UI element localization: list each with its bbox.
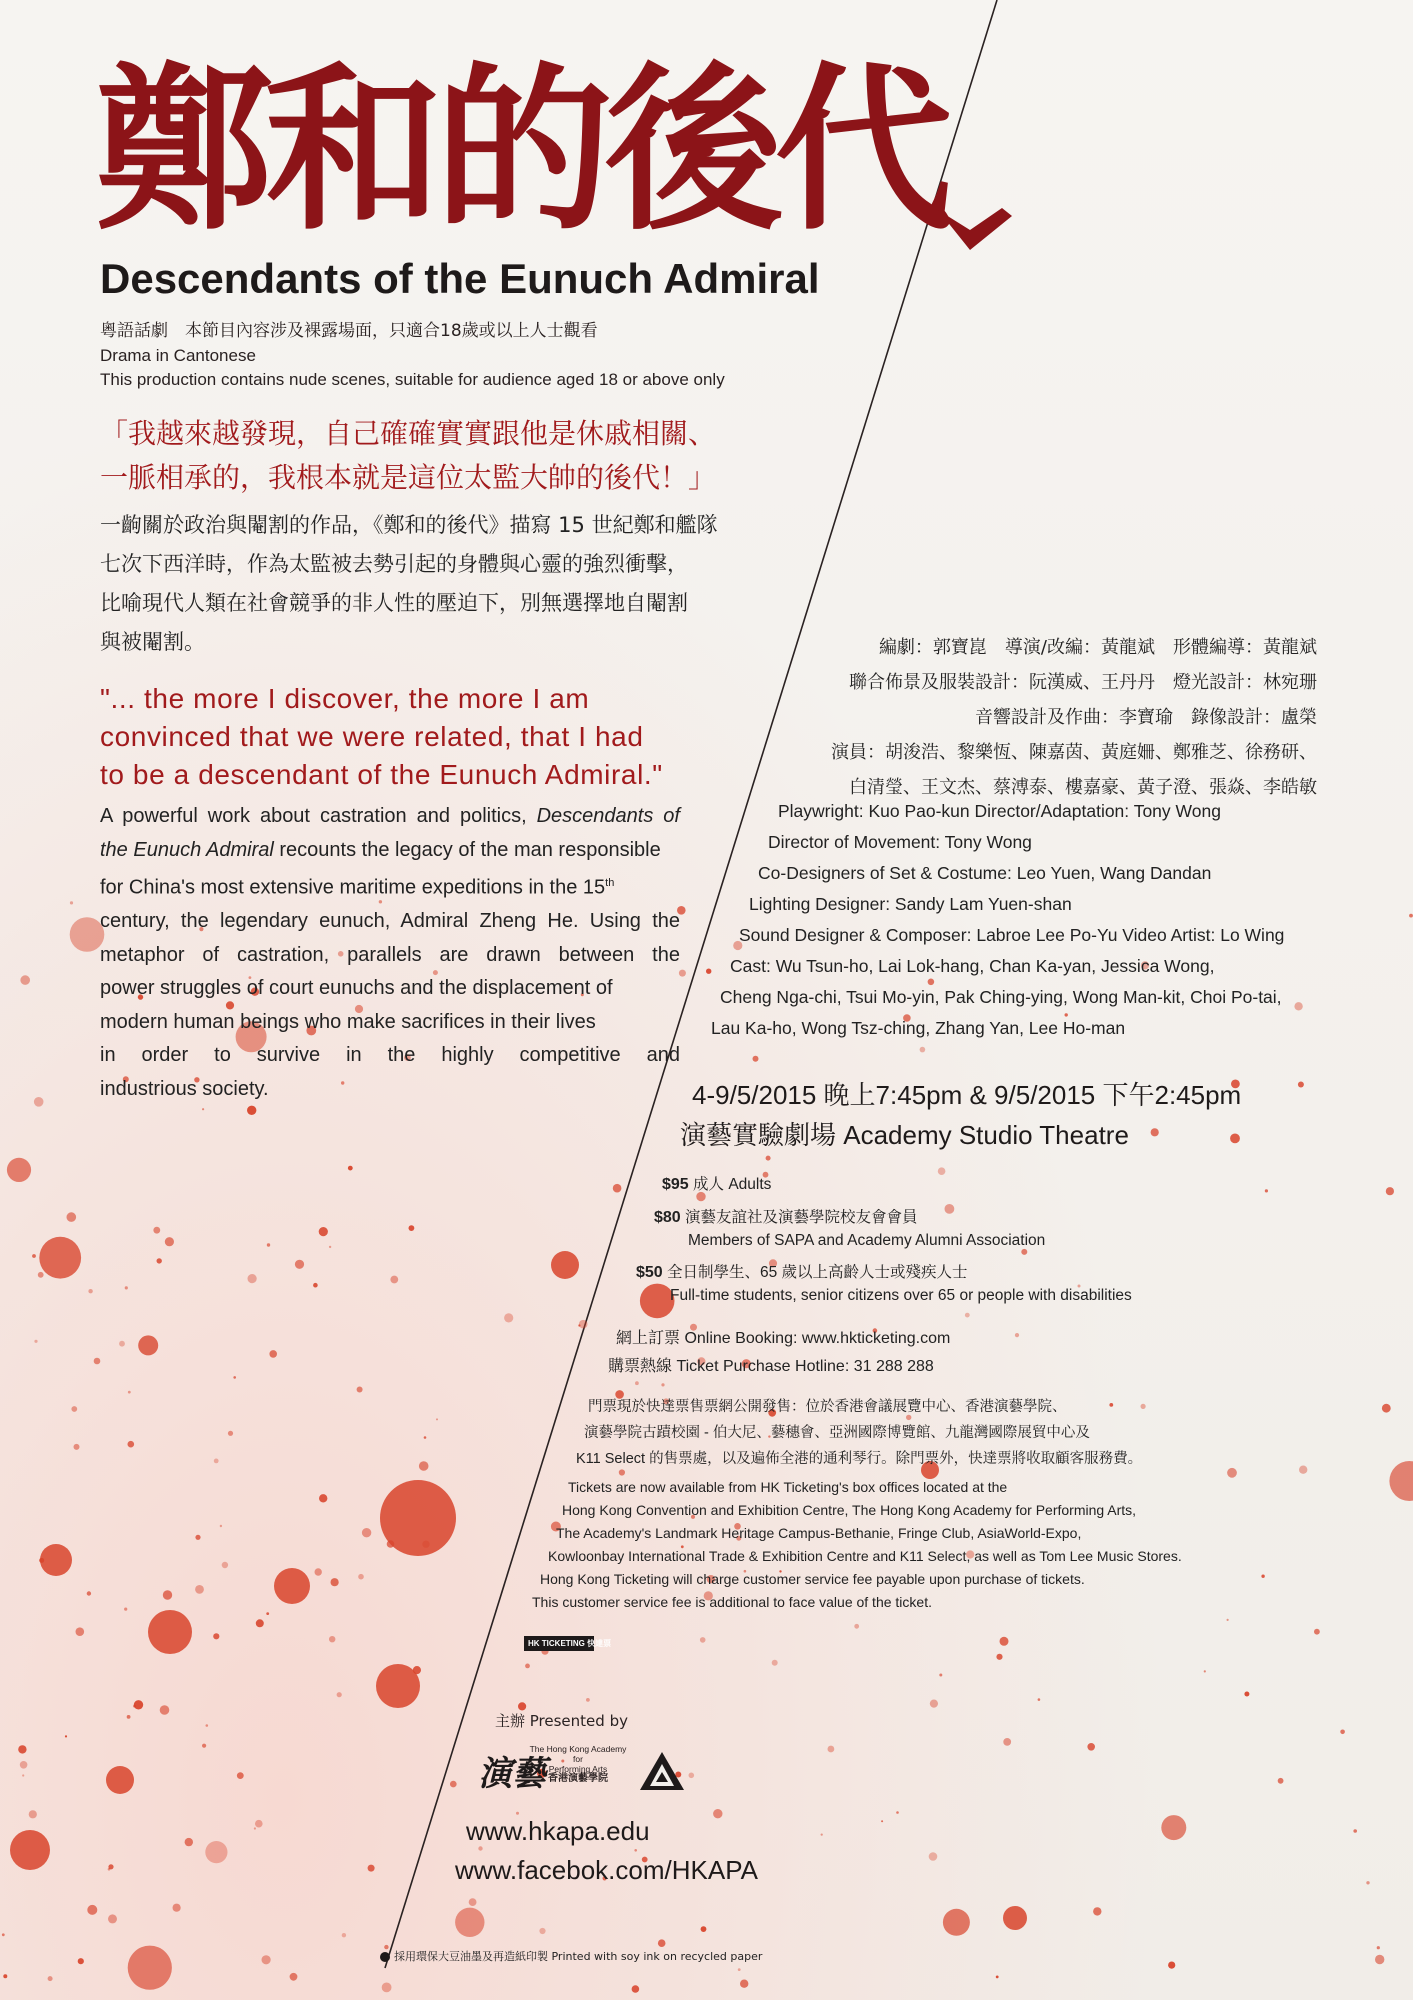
- paint-drop: [368, 1865, 375, 1872]
- paint-drop: [71, 1406, 77, 1412]
- credit-line-en: Lighting Designer: Sandy Lam Yuen-shan: [749, 894, 1072, 914]
- price-members: $80 演藝友誼社及演藝學院校友會會員: [654, 1209, 918, 1226]
- credit-line-en: Lau Ka-ho, Wong Tsz-ching, Zhang Yan, Lee Ho-man: [711, 1018, 1126, 1038]
- paint-drop: [329, 1246, 331, 1248]
- paint-drop: [1003, 1738, 1011, 1746]
- paint-drop: [195, 1535, 200, 1540]
- paint-drop: [380, 1480, 456, 1556]
- description-english-line: power struggles of court eunuchs and the displacement of: [100, 977, 613, 1000]
- paint-drop: [213, 1633, 219, 1639]
- paint-drop: [738, 1968, 741, 1971]
- paint-drop: [222, 1562, 228, 1568]
- description-english-line: century, the legendary eunuch, Admiral Zheng He. Using the: [100, 910, 680, 933]
- hk-ticketing-logo: HK TICKETING 快達票: [524, 1636, 594, 1660]
- paint-drop: [469, 1898, 477, 1906]
- recycle-icon: [380, 1952, 390, 1962]
- paint-drop: [1109, 1403, 1113, 1407]
- hkapa-script-mark: 演藝: [478, 1754, 546, 1794]
- online-booking: 網上訂票 Online Booking: www.hkticketing.com: [616, 1330, 951, 1347]
- paint-drop: [1015, 1333, 1019, 1337]
- credit-line-zh: 編劇：郭寶崑 導演/改編：黃龍斌 形體編導：黃龍斌: [878, 637, 1317, 658]
- paint-drop: [290, 1973, 298, 1981]
- paint-drop: [247, 1106, 256, 1115]
- performance-dates: 4-9/5/2015 晚上7:45pm & 9/5/2015 下午2:45pm: [692, 1080, 1242, 1110]
- description-english-line: the Eunuch Admiral recounts the legacy of the man responsible: [100, 838, 661, 861]
- paint-drop: [128, 1946, 172, 1990]
- paint-drop: [220, 1525, 222, 1527]
- presented-by: 主辦 Presented by: [495, 1712, 628, 1730]
- website-link[interactable]: www.hkapa.edu: [466, 1816, 650, 1846]
- paint-drop: [337, 1692, 342, 1697]
- paint-drop: [619, 1469, 625, 1475]
- paint-drop: [706, 969, 711, 974]
- description-chinese-line: 比喻現代人類在社會競爭的非人性的壓迫下，別無選擇地自閹割: [100, 591, 688, 615]
- advisory-chinese: 粵語話劇 本節目內容涉及裸露場面，只適合18歲或以上人士觀看: [100, 321, 598, 341]
- paint-drop: [1168, 1962, 1175, 1969]
- credit-line-zh: 聯合佈景及服裝設計：阮漢威、王丹丹 燈光設計：林宛珊: [849, 672, 1317, 693]
- quote-english-line: convinced that we were related, that I had: [100, 721, 644, 752]
- paint-drop: [382, 1983, 392, 1993]
- paint-drop: [342, 1933, 346, 1937]
- description-chinese-line: 與被閹割。: [100, 630, 205, 654]
- paint-drop: [18, 1745, 26, 1753]
- paint-drop: [424, 1436, 427, 1439]
- paint-drop: [1278, 1778, 1284, 1784]
- paint-drop: [94, 1358, 101, 1365]
- paint-drop: [266, 1612, 269, 1615]
- paint-drop: [635, 1381, 639, 1385]
- box-office-zh-line: 演藝學院古蹟校園 - 伯大尼、藝穗會、亞洲國際博覽館、九龍灣國際展貿中心及: [584, 1425, 1090, 1441]
- paint-drop: [319, 1227, 328, 1236]
- paint-drop: [76, 1627, 85, 1636]
- paint-drop: [165, 1237, 174, 1246]
- paint-drop: [1000, 1637, 1009, 1646]
- description-english-line: for China's most extensive maritime expeditions in the 15th: [100, 876, 615, 899]
- title-chinese: 鄭和的後代: [95, 47, 945, 254]
- paint-drop: [128, 1391, 131, 1394]
- paint-drop: [39, 1237, 81, 1279]
- paint-drop: [87, 1905, 97, 1915]
- credits-chinese: [831, 630, 1317, 805]
- paint-drop: [87, 1591, 91, 1595]
- box-office-zh-line: K11 Select 的售票處，以及遍佈全港的通利琴行。除門票外，快達票將收取顧客服務費。: [576, 1451, 1143, 1467]
- advisory-english: This production contains nude scenes, suitable for audience aged 18 or above only: [100, 370, 725, 389]
- paint-drop: [1161, 1815, 1186, 1840]
- credit-line-zh: 音響設計及作曲：李寶瑜 錄像設計：盧榮: [975, 707, 1317, 728]
- paint-drop: [854, 1624, 859, 1629]
- ticket-hotline: 購票熱線 Ticket Purchase Hotline: 31 288 288: [608, 1358, 934, 1375]
- paint-drop: [1261, 1575, 1264, 1578]
- hkapa-logo: [478, 1740, 698, 1804]
- paint-drop: [295, 1260, 304, 1269]
- credit-line-en: Cast: Wu Tsun-ho, Lai Lok-hang, Chan Ka-yan, Jessica Wong,: [730, 956, 1215, 976]
- paint-drop: [1244, 1692, 1249, 1697]
- footer-note: 採用環保大豆油墨及再造紙印製 Printed with soy ink on recycled paper: [380, 1948, 762, 1964]
- paint-drop: [938, 1167, 946, 1175]
- quote-chinese-line: 「我越來越發現，自己確確實實跟他是休戚相關、: [100, 417, 717, 450]
- paint-drop: [237, 1772, 244, 1779]
- paint-drop: [88, 1289, 92, 1293]
- paint-drop: [1087, 1743, 1095, 1751]
- paint-drop: [153, 1227, 160, 1234]
- quote-chinese-line: 一脈相承的，我根本就是這位太監大帥的後代！」: [100, 461, 717, 494]
- paint-drop: [455, 1908, 484, 1937]
- paint-drop: [315, 1568, 322, 1575]
- paint-drop: [125, 1286, 128, 1289]
- paint-drop: [127, 1715, 131, 1719]
- paint-drop: [1093, 1907, 1101, 1915]
- paint-drop: [658, 1939, 666, 1947]
- paint-drop: [701, 1926, 707, 1932]
- box-office-en-line: Hong Kong Convention and Exhibition Centre, The Hong Kong Academy for Performing Arts,: [562, 1502, 1137, 1518]
- quote-english-line: "... the more I discover, the more I am: [100, 683, 590, 714]
- paint-drop: [539, 1928, 545, 1934]
- paint-drop: [1204, 1670, 1206, 1672]
- paint-drop: [202, 1744, 206, 1748]
- paint-drop: [329, 1636, 335, 1642]
- description-english-line: in order to survive in the highly competitive and: [100, 1044, 680, 1067]
- paint-drop: [10, 1830, 50, 1870]
- paint-drop: [1265, 1189, 1268, 1192]
- paint-drop: [74, 1444, 80, 1450]
- paint-drop: [419, 1461, 429, 1471]
- paint-drop: [32, 1254, 36, 1258]
- paint-drop: [267, 1243, 270, 1246]
- box-office-en-line: The Academy's Landmark Heritage Campus-Bethanie, Fringe Club, AsiaWorld-Expo,: [556, 1525, 1082, 1541]
- paint-drop: [65, 1735, 67, 1737]
- paint-drop: [348, 1166, 353, 1171]
- paint-drop: [436, 1418, 438, 1420]
- paint-drop: [1227, 1619, 1229, 1621]
- credit-line-en: Cheng Nga-chi, Tsui Mo-yin, Pak Ching-ying, Wong Man-kit, Choi Po-tai,: [720, 987, 1282, 1007]
- paint-drop: [929, 1852, 938, 1861]
- description-english-line: A powerful work about castration and politics, Descendants of: [100, 805, 680, 827]
- paint-drop: [896, 1811, 899, 1814]
- paint-drop: [753, 1056, 759, 1062]
- paint-drop: [362, 1528, 371, 1537]
- paint-drop: [828, 1746, 835, 1753]
- paint-drop: [274, 1568, 310, 1604]
- description-english-line: modern human beings who make sacrifices in their lives: [100, 1010, 596, 1033]
- box-office-en-line: Hong Kong Ticketing will charge customer service fee payable upon purchase of tickets.: [540, 1571, 1085, 1587]
- paint-drop: [313, 1283, 318, 1288]
- quote-english-line: to be a descendant of the Eunuch Admiral.": [100, 759, 663, 790]
- paint-drop: [821, 1834, 823, 1836]
- paint-drop: [128, 1441, 135, 1448]
- paint-drop: [1299, 1466, 1307, 1474]
- description-english: [100, 800, 680, 1106]
- paint-drop: [1227, 1468, 1237, 1478]
- title-english: Descendants of the Eunuch Admiral: [100, 255, 820, 302]
- paint-drop: [173, 1904, 181, 1912]
- box-office-en-line: This customer service fee is additional to face value of the ticket.: [532, 1594, 932, 1610]
- box-office-zh-line: 門票現於快達票售票網公開發售：位於香港會議展覽中心、香港演藝學院、: [588, 1399, 1067, 1415]
- paint-drop: [996, 1976, 999, 1979]
- credit-line-en: Director of Movement: Tony Wong: [768, 832, 1032, 852]
- paint-drop: [163, 1590, 172, 1599]
- paint-drop: [504, 1313, 513, 1322]
- paint-drop: [613, 1184, 622, 1193]
- paint-drop: [34, 1340, 37, 1343]
- paint-drop: [255, 1820, 263, 1828]
- paint-drop: [1377, 1946, 1380, 1949]
- paint-drop: [930, 1700, 938, 1708]
- paint-drop: [331, 1578, 339, 1586]
- description-english-line: industrious society.: [100, 1077, 269, 1100]
- description-chinese: [100, 506, 718, 662]
- language-note: Drama in Cantonese: [100, 346, 256, 365]
- paint-drop: [119, 1341, 125, 1347]
- paint-drop: [205, 1841, 227, 1863]
- title-stroke-hook: [930, 188, 1020, 258]
- paint-drop: [1375, 1955, 1384, 1964]
- paint-drop: [106, 1766, 134, 1794]
- paint-drop: [195, 1585, 204, 1594]
- description-chinese-line: 一齣關於政治與閹割的作品，《鄭和的後代》描寫 15 世紀鄭和艦隊: [100, 513, 718, 537]
- paint-drop: [228, 1431, 233, 1436]
- paint-drop: [206, 1724, 209, 1727]
- paint-drop: [70, 901, 73, 904]
- paint-drop: [1003, 1906, 1027, 1930]
- facebook-link[interactable]: www.facebok.com/HKAPA: [455, 1855, 758, 1885]
- paint-drop: [7, 1158, 31, 1182]
- price-members-en: Members of SAPA and Academy Alumni Association: [688, 1232, 1046, 1249]
- paint-drop: [1340, 1730, 1345, 1735]
- box-office-en-line: Kowloonbay International Trade & Exhibition Centre and K11 Select, as well as Tom Lee Music Stores.: [548, 1548, 1182, 1564]
- description-chinese-line: 七次下西洋時，作為太監被去勢引起的身體與心靈的強烈衝擊，: [100, 552, 688, 576]
- paint-drop: [1298, 1082, 1304, 1088]
- paint-drop: [766, 1156, 771, 1161]
- paint-drop: [939, 1674, 942, 1677]
- paint-drop: [661, 1383, 664, 1386]
- paint-drop: [579, 1320, 588, 1329]
- paint-drop: [551, 1251, 579, 1279]
- paint-drop: [943, 1909, 970, 1936]
- paint-drop: [29, 1810, 37, 1818]
- price-adults: $95 成人 Adults: [662, 1176, 772, 1193]
- paint-drop: [390, 1276, 398, 1284]
- credit-line-en: Playwright: Kuo Pao-kun Director/Adaptation: Tony Wong: [778, 801, 1221, 821]
- paint-drop: [256, 1619, 264, 1627]
- quote-chinese: [100, 412, 716, 500]
- paint-drop: [202, 1108, 204, 1110]
- paint-drop: [254, 1827, 256, 1829]
- performance-info: [680, 1075, 1242, 1155]
- paint-drop: [1353, 1829, 1357, 1833]
- paint-drop: [1386, 1187, 1394, 1195]
- hkapa-triangle-icon: [638, 1750, 686, 1792]
- paint-drop: [376, 1664, 420, 1708]
- paint-drop: [357, 1387, 363, 1393]
- paint-drop: [108, 1868, 111, 1871]
- paint-drop: [48, 1976, 53, 1981]
- paint-drop: [920, 1047, 926, 1053]
- paint-drop: [740, 1980, 748, 1988]
- paint-drop: [124, 1608, 127, 1611]
- paint-drop: [138, 1335, 158, 1355]
- credit-line-en: Co-Designers of Set & Costume: Leo Yuen, Wang Dandan: [758, 863, 1212, 883]
- paint-drop: [262, 1955, 271, 1964]
- paint-drop: [772, 1660, 778, 1666]
- paint-drop: [578, 1324, 580, 1326]
- paint-drop: [108, 1914, 117, 1923]
- paint-drop: [233, 1376, 236, 1379]
- paint-drop: [78, 1958, 84, 1964]
- paint-drop: [185, 1838, 193, 1846]
- paint-drop: [319, 1494, 327, 1502]
- paint-drop: [1314, 1629, 1320, 1635]
- credit-line-zh: 白清瑩、王文杰、蔡溥泰、樓嘉豪、黃子澄、張焱、李皓敏: [849, 777, 1317, 798]
- paint-drop: [20, 1761, 28, 1769]
- paint-drop: [248, 1274, 257, 1283]
- paint-drop: [996, 1654, 1002, 1660]
- price-concession: $50 全日制學生、65 歲以上高齡人士或殘疾人士: [636, 1264, 968, 1281]
- paint-drop: [38, 1272, 44, 1278]
- paint-drop: [1382, 1404, 1391, 1413]
- paint-drop: [40, 1544, 72, 1576]
- price-concession-en: Full-time students, senior citizens over 65 or people with disabilities: [670, 1287, 1132, 1304]
- paint-drop: [586, 1698, 590, 1702]
- paint-drop: [945, 1204, 955, 1214]
- paint-drop: [1366, 1881, 1369, 1884]
- paint-drop: [1409, 914, 1413, 918]
- hkapa-name-en: The Hong Kong Academy for Performing Arts 香港演藝學院: [529, 1744, 627, 1784]
- credit-line-en: Sound Designer & Composer: Labroe Lee Po-Yu Video Artist: Lo Wing: [739, 925, 1285, 945]
- paint-drop: [881, 1820, 883, 1822]
- web-links: [455, 1812, 758, 1890]
- paint-drop: [358, 1574, 364, 1580]
- paint-drop: [525, 1664, 530, 1669]
- paint-drop: [134, 1700, 143, 1709]
- paint-drop: [269, 1350, 277, 1358]
- paint-drop: [1389, 1461, 1413, 1501]
- description-english-line: metaphor of castration, parallels are drawn between the: [100, 943, 680, 966]
- paint-drop: [148, 1610, 192, 1654]
- paint-drop: [1038, 1698, 1041, 1701]
- paint-drop: [450, 1781, 457, 1788]
- quote-english: [100, 680, 663, 794]
- paint-drop: [1294, 1002, 1302, 1010]
- paint-drop: [3, 1974, 7, 1978]
- paint-drop: [632, 1985, 640, 1993]
- paint-drop: [157, 1258, 162, 1263]
- paint-drop: [2, 1933, 5, 1936]
- performance-venue: 演藝實驗劇場 Academy Studio Theatre: [680, 1120, 1129, 1150]
- paint-drop: [1141, 1404, 1146, 1409]
- paint-drop: [214, 1459, 219, 1464]
- paint-drop: [22, 1774, 24, 1776]
- credit-line-zh: 演員：胡浚浩、黎樂恆、陳嘉茵、黃庭姍、鄭雅芝、徐務研、: [831, 742, 1317, 763]
- box-office-en-line: Tickets are now available from HK Ticketing's box offices located at the: [568, 1479, 1008, 1495]
- paint-drop: [965, 1313, 970, 1318]
- paint-drop: [160, 1705, 170, 1715]
- paint-drop: [67, 1212, 77, 1222]
- paint-drop: [20, 975, 30, 985]
- paint-drop: [409, 1225, 415, 1231]
- paint-drop: [34, 1097, 44, 1107]
- paint-drop: [700, 1637, 706, 1643]
